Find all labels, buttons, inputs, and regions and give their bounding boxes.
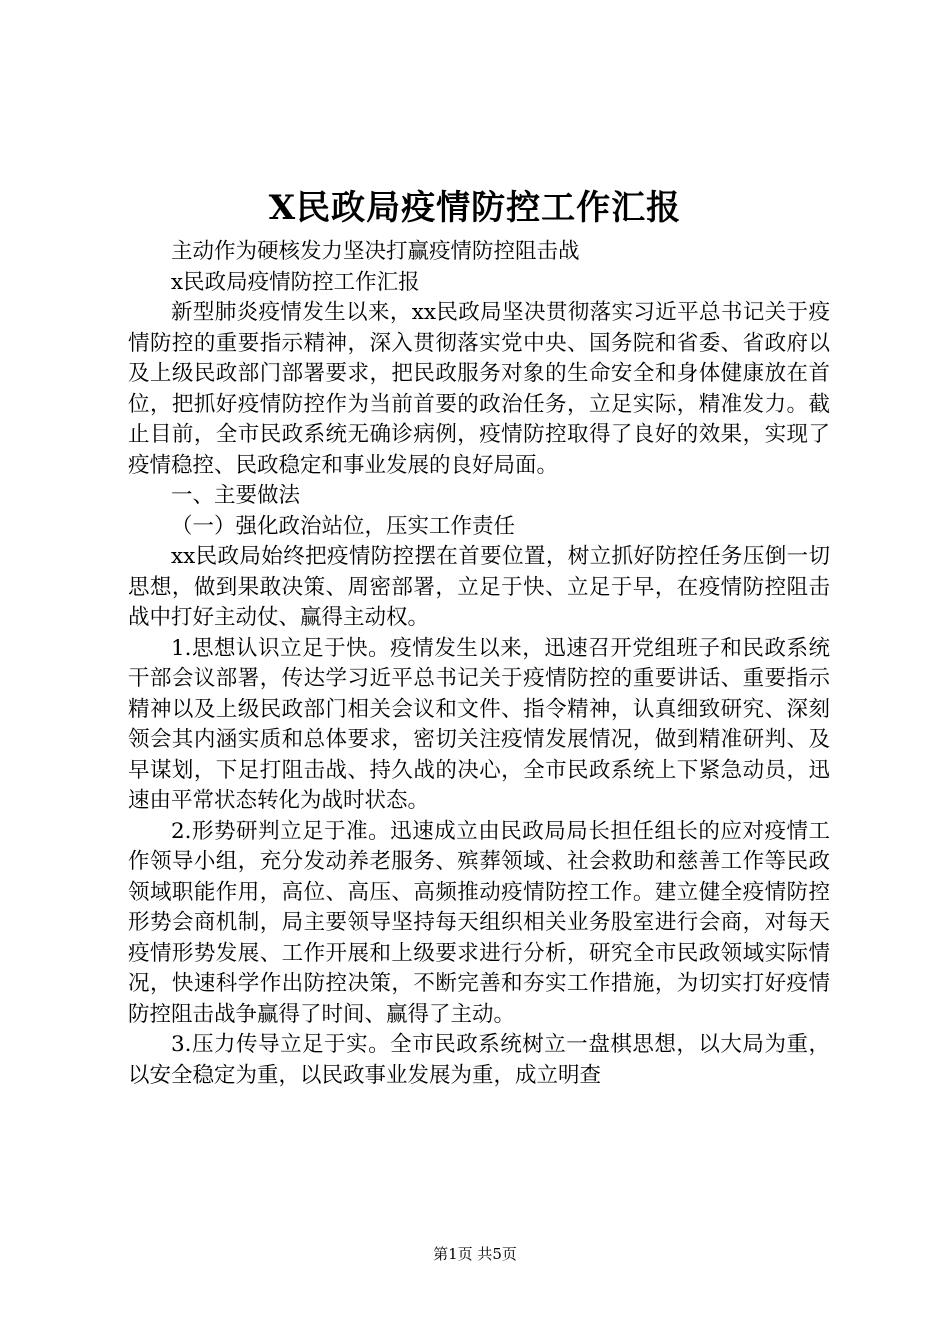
subsection-heading-political-stance: （一）强化政治站位，压实工作责任 (171, 513, 516, 539)
document-title: X民政局疫情防控工作汇报 (268, 188, 682, 228)
section-heading-main-practices: 一、主要做法 (171, 483, 301, 508)
paragraph-priority: xx民政局始终把疫情防控摆在首要位置，树立抓好防控任务压倒一切思想，做到果敢决策、周密部署，立足于快、立足于早，在疫情防控阻击战中打好主动仗、赢得主动权。 (128, 544, 830, 630)
paragraph-report-title: x民政局疫情防控工作汇报 (171, 269, 420, 295)
page-number-footer: 第1页 共5页 (433, 1245, 517, 1263)
paragraph-item-3: 3.压力传导立足于实。全市民政系统树立一盘棋思想，以大局为重，以安全稳定为重，以民政事业发展为重，成立明查 (128, 1032, 830, 1088)
paragraph-intro: 新型肺炎疫情发生以来，xx民政局坚决贯彻落实习近平总书记关于疫情防控的重要指示精神，深入贯彻落实党中央、国务院和省委、省政府以及上级民政部门部署要求，把民政服务对象的生命安全和身体健康放在首位，把抓好疫情防控作为当前首要的政治任务，立足实际，精准发力。截止目前，全市民政系统无确诊病例，疫情防控取得了良好的效果，实现了疫情稳控、民政稳定和事业发展的良好局面。 (128, 300, 830, 478)
paragraph-item-2: 2.形势研判立足于准。迅速成立由民政局局长担任组长的应对疫情工作领导小组，充分发动养老服务、殡葬领域、社会救助和慈善工作等民政领域职能作用，高位、高压、高频推动疫情防控工作。建立健全疫情防控形势会商机制，局主要领导坚持每天组织相关业务股室进行会商，对每天疫情形势发展、工作开展和上级要求进行分析，研究全市民政领域实际情况，快速科学作出防控决策，不断完善和夯实工作措施，为切实打好疫情防控阻击战争赢得了时间、赢得了主动。 (128, 818, 830, 1027)
paragraph-subtitle: 主动作为硬核发力坚决打赢疫情防控阻击战 (171, 239, 580, 264)
document-body (128, 237, 830, 1091)
paragraph-item-1: 1.思想认识立足于快。疫情发生以来，迅速召开党组班子和民政系统干部会议部署，传达学习近平总书记关于疫情防控的重要讲话、重要指示精神以及上级民政部门相关会议和文件、指令精神，认真细致研究、深刻领会其内涵实质和总体要求，密切关注疫情发展情况，做到精准研判、及早谋划，下足打阻击战、持久战的决心，全市民政系统上下紧急动员，迅速由平常状态转化为战时状态。 (128, 635, 830, 813)
